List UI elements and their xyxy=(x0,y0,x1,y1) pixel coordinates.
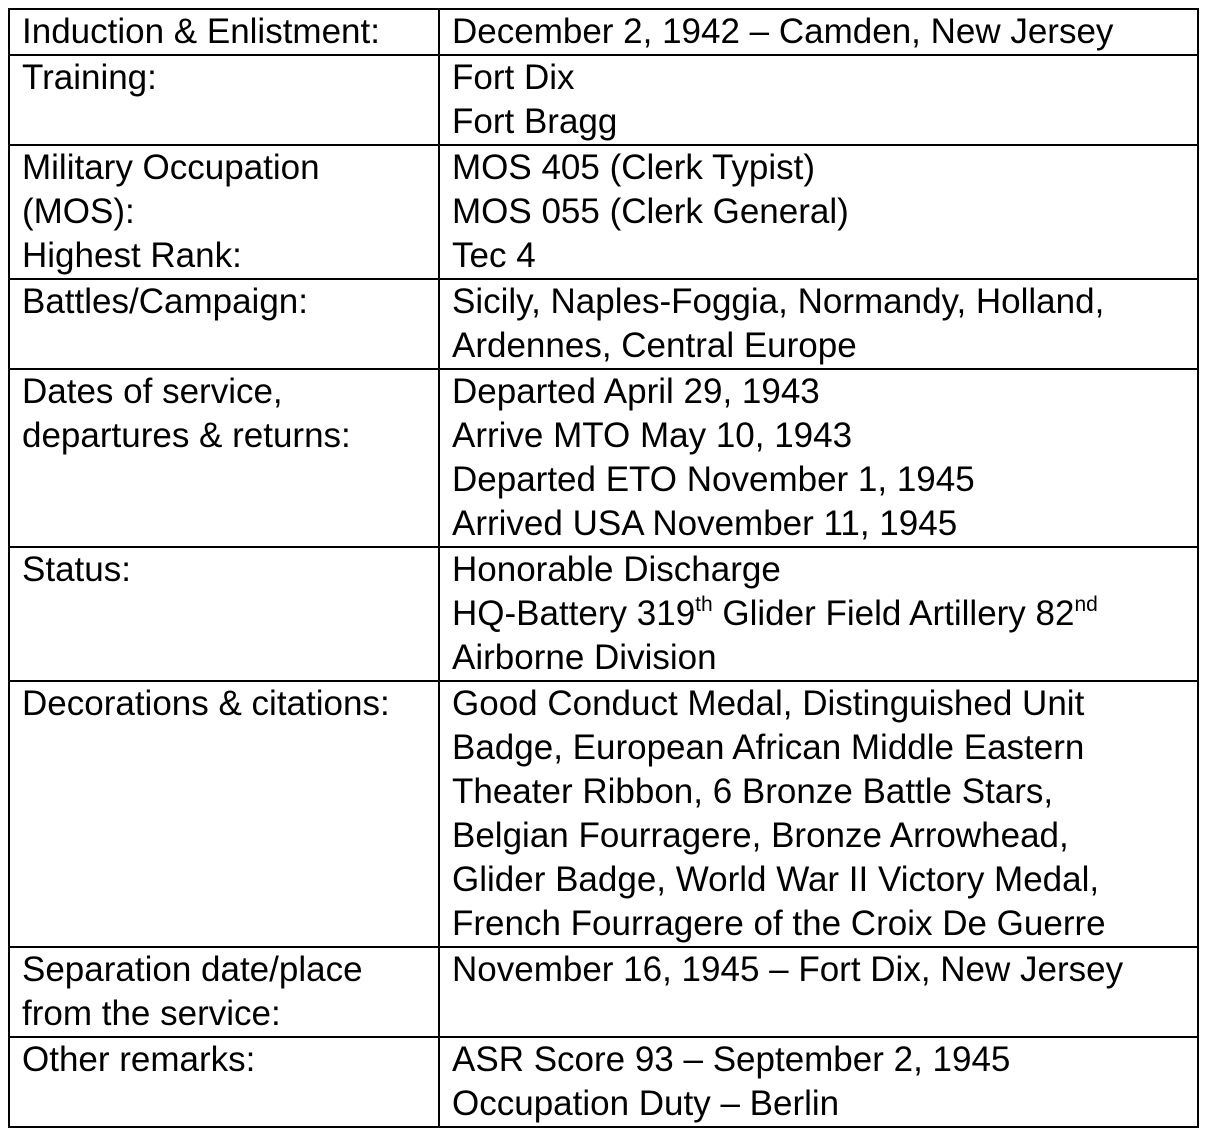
value-line: Honorable Discharge xyxy=(452,550,781,589)
value-line: Glider Badge, World War II Victory Medal, xyxy=(452,860,1100,899)
table-row-separation xyxy=(9,947,1198,1037)
label-line: Training: xyxy=(22,58,157,97)
field-label xyxy=(9,547,439,681)
unit-text: Glider Field Artillery 82 xyxy=(712,594,1075,633)
value-line: Badge, European African Middle Eastern xyxy=(452,728,1085,767)
value-line: Good Conduct Medal, Distinguished Unit xyxy=(452,684,1085,723)
value-line: MOS 405 (Clerk Typist) xyxy=(452,148,816,187)
field-value xyxy=(439,55,1198,145)
field-value xyxy=(439,947,1198,1037)
field-label xyxy=(9,55,439,145)
value-line: December 2, 1942 – Camden, New Jersey xyxy=(452,12,1114,51)
value-line: Departed April 29, 1943 xyxy=(452,372,820,411)
label-line: Military Occupation xyxy=(22,148,320,187)
label-line: Dates of service, xyxy=(22,372,283,411)
table-row-induction xyxy=(9,9,1198,55)
table-row-decorations xyxy=(9,681,1198,947)
value-line: Departed ETO November 1, 1945 xyxy=(452,460,975,499)
field-label xyxy=(9,279,439,369)
label-line: Status: xyxy=(22,550,131,589)
ordinal-suffix: th xyxy=(695,593,713,616)
unit-text: HQ-Battery 319 xyxy=(452,594,696,633)
table-row-dates-of-service xyxy=(9,369,1198,547)
value-line: Arrived USA November 11, 1945 xyxy=(452,504,958,543)
label-line: Induction & Enlistment: xyxy=(22,12,380,51)
value-line: Theater Ribbon, 6 Bronze Battle Stars, xyxy=(452,772,1054,811)
unit-line xyxy=(452,592,1187,636)
field-label xyxy=(9,681,439,947)
value-line: Arrive MTO May 10, 1943 xyxy=(452,416,853,455)
field-value xyxy=(439,681,1198,947)
label-line: Highest Rank: xyxy=(22,236,242,275)
value-line: Ardennes, Central Europe xyxy=(452,326,857,365)
value-line: Airborne Division xyxy=(452,638,717,677)
value-line: Occupation Duty – Berlin xyxy=(452,1084,840,1123)
field-label xyxy=(9,9,439,55)
table-row-training xyxy=(9,55,1198,145)
value-line: Fort Dix xyxy=(452,58,575,97)
table-row-mos-rank xyxy=(9,145,1198,279)
field-value xyxy=(439,279,1198,369)
label-line: Decorations & citations: xyxy=(22,684,390,723)
value-line: ASR Score 93 – September 2, 1945 xyxy=(452,1040,1011,1079)
label-line: Separation date/place xyxy=(22,950,363,989)
label-line: from the service: xyxy=(22,994,281,1033)
field-label xyxy=(9,145,439,279)
value-line: November 16, 1945 – Fort Dix, New Jersey xyxy=(452,950,1124,989)
field-value xyxy=(439,547,1198,681)
service-record-table xyxy=(8,8,1199,1128)
field-value xyxy=(439,9,1198,55)
value-line: Sicily, Naples-Foggia, Normandy, Holland, xyxy=(452,282,1105,321)
field-value xyxy=(439,369,1198,547)
label-line: Battles/Campaign: xyxy=(22,282,308,321)
value-line: Belgian Fourragere, Bronze Arrowhead, xyxy=(452,816,1069,855)
value-line: French Fourragere of the Croix De Guerre xyxy=(452,904,1106,943)
label-line: Other remarks: xyxy=(22,1040,256,1079)
field-label xyxy=(9,369,439,547)
value-line: Fort Bragg xyxy=(452,102,618,141)
label-line: (MOS): xyxy=(22,192,135,231)
value-line: MOS 055 (Clerk General) xyxy=(452,192,849,231)
field-label xyxy=(9,947,439,1037)
label-line: departures & returns: xyxy=(22,416,351,455)
ordinal-suffix: nd xyxy=(1074,593,1098,616)
table-row-battles xyxy=(9,279,1198,369)
field-value xyxy=(439,145,1198,279)
value-line: Tec 4 xyxy=(452,236,536,275)
table-row-status xyxy=(9,547,1198,681)
